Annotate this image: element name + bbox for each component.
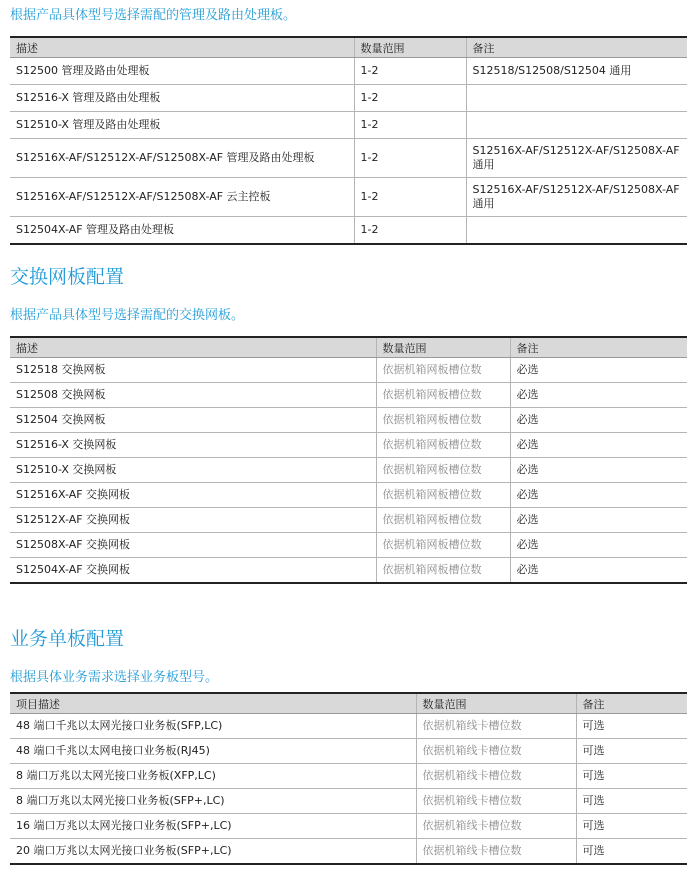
cell-remark: 必选	[510, 433, 687, 458]
table-row	[10, 433, 687, 458]
cell-description: 8 端口万兆以太网光接口业务板(SFP+,LC)	[10, 789, 416, 814]
cell-remark: 必选	[510, 558, 687, 584]
cell-quantity: 1-2	[354, 58, 466, 85]
cell-description: S12510-X 交换网板	[10, 458, 376, 483]
service-board-table	[10, 692, 687, 865]
cell-quantity: 依据机箱线卡槽位数	[416, 789, 576, 814]
cell-description: S12504 交换网板	[10, 408, 376, 433]
table-row	[10, 508, 687, 533]
cell-description: S12512X-AF 交换网板	[10, 508, 376, 533]
col-header-remark: 备注	[576, 693, 687, 714]
table-row	[10, 458, 687, 483]
table-row	[10, 483, 687, 508]
table-header-row	[10, 337, 687, 358]
cell-remark	[466, 217, 687, 245]
cell-remark	[466, 112, 687, 139]
table-header-row	[10, 37, 687, 58]
table-row	[10, 383, 687, 408]
cell-description: 16 端口万兆以太网光接口业务板(SFP+,LC)	[10, 814, 416, 839]
table-row	[10, 85, 687, 112]
table-header-row	[10, 693, 687, 714]
table-row	[10, 814, 687, 839]
cell-description: 20 端口万兆以太网光接口业务板(SFP+,LC)	[16, 844, 232, 857]
cell-quantity: 依据机箱网板槽位数	[376, 483, 510, 508]
table-row	[10, 714, 687, 739]
table-row	[10, 739, 687, 764]
cell-quantity: 依据机箱网板槽位数	[376, 533, 510, 558]
cell-quantity: 依据机箱线卡槽位数	[416, 739, 576, 764]
table-row	[10, 217, 687, 245]
cell-remark	[466, 85, 687, 112]
section1-intro: 根据产品具体型号选择需配的管理及路由处理板。	[10, 8, 297, 23]
cell-description: 48 端口千兆以太网电接口业务板(RJ45)	[10, 739, 416, 764]
cell-quantity: 1-2	[354, 139, 466, 178]
cell-quantity: 依据机箱网板槽位数	[376, 433, 510, 458]
col-header-remark: 备注	[510, 337, 687, 358]
cell-quantity: 依据机箱线卡槽位数	[416, 764, 576, 789]
routing-board-table	[10, 36, 687, 245]
cell-remark: 可选	[576, 739, 687, 764]
cell-quantity: 依据机箱线卡槽位数	[416, 814, 576, 839]
col-header-quantity: 数量范围	[376, 337, 510, 358]
col-header-quantity: 数量范围	[354, 37, 466, 58]
cell-remark: 可选	[576, 764, 687, 789]
cell-remark: 可选	[576, 839, 687, 865]
table-row	[10, 112, 687, 139]
col-header-quantity: 数量范围	[416, 693, 576, 714]
section2-intro: 根据产品具体型号选择需配的交换网板。	[10, 308, 245, 323]
table-row	[10, 789, 687, 814]
cell-description: S12516-X 交换网板	[10, 433, 376, 458]
cell-remark: 必选	[510, 483, 687, 508]
cell-remark: S12516X-AF/S12512X-AF/S12508X-AF 通用	[466, 178, 687, 217]
section3-intro: 根据具体业务需求选择业务板型号。	[10, 670, 219, 685]
cell-quantity: 依据机箱网板槽位数	[376, 508, 510, 533]
cell-remark: 可选	[576, 814, 687, 839]
cell-remark: 必选	[510, 508, 687, 533]
table-row	[10, 58, 687, 85]
cell-quantity: 依据机箱网板槽位数	[376, 458, 510, 483]
cell-quantity: 依据机箱网板槽位数	[376, 558, 510, 584]
table-row	[10, 533, 687, 558]
cell-description: S12516-X 管理及路由处理板	[10, 85, 354, 112]
section3-title: 业务单板配置	[10, 628, 125, 650]
section2-title: 交换网板配置	[10, 266, 125, 288]
cell-description: S12516X-AF 交换网板	[10, 483, 376, 508]
table-row	[10, 408, 687, 433]
col-header-description: 描述	[10, 337, 376, 358]
table-row	[10, 139, 687, 178]
table-row	[10, 178, 687, 217]
cell-remark: 必选	[510, 383, 687, 408]
cell-quantity: 依据机箱网板槽位数	[376, 358, 510, 383]
col-header-remark: 备注	[466, 37, 687, 58]
table-row	[10, 558, 687, 584]
cell-description: S12508X-AF 交换网板	[10, 533, 376, 558]
cell-description: S12504X-AF 管理及路由处理板	[16, 223, 175, 236]
table-row	[10, 839, 687, 865]
cell-quantity: 1-2	[354, 217, 466, 245]
table-row	[10, 358, 687, 383]
cell-remark: 必选	[510, 358, 687, 383]
cell-quantity: 依据机箱线卡槽位数	[416, 839, 576, 865]
cell-remark: 可选	[576, 789, 687, 814]
cell-remark: 必选	[510, 533, 687, 558]
cell-remark: 必选	[510, 458, 687, 483]
cell-description: 48 端口千兆以太网光接口业务板(SFP,LC)	[10, 714, 416, 739]
cell-description: S12504X-AF 交换网板	[16, 563, 131, 576]
cell-remark: 必选	[510, 408, 687, 433]
cell-quantity: 1-2	[354, 85, 466, 112]
cell-remark: S12516X-AF/S12512X-AF/S12508X-AF 通用	[466, 139, 687, 178]
cell-description: 8 端口万兆以太网光接口业务板(XFP,LC)	[10, 764, 416, 789]
cell-quantity: 依据机箱线卡槽位数	[416, 714, 576, 739]
cell-remark: S12518/S12508/S12504 通用	[466, 58, 687, 85]
cell-remark: 可选	[576, 714, 687, 739]
cell-quantity: 依据机箱网板槽位数	[376, 408, 510, 433]
fabric-board-table	[10, 336, 687, 584]
col-header-description: 描述	[10, 37, 354, 58]
cell-description: S12516X-AF/S12512X-AF/S12508X-AF 云主控板	[10, 178, 354, 217]
cell-description: S12510-X 管理及路由处理板	[10, 112, 354, 139]
cell-quantity: 依据机箱网板槽位数	[376, 383, 510, 408]
col-header-description: 项目描述	[10, 693, 416, 714]
cell-description: S12508 交换网板	[10, 383, 376, 408]
cell-quantity: 1-2	[354, 178, 466, 217]
cell-description: S12500 管理及路由处理板	[10, 58, 354, 85]
cell-quantity: 1-2	[354, 112, 466, 139]
table-row	[10, 764, 687, 789]
cell-description: S12516X-AF/S12512X-AF/S12508X-AF 管理及路由处理板	[10, 139, 354, 178]
cell-description: S12518 交换网板	[10, 358, 376, 383]
